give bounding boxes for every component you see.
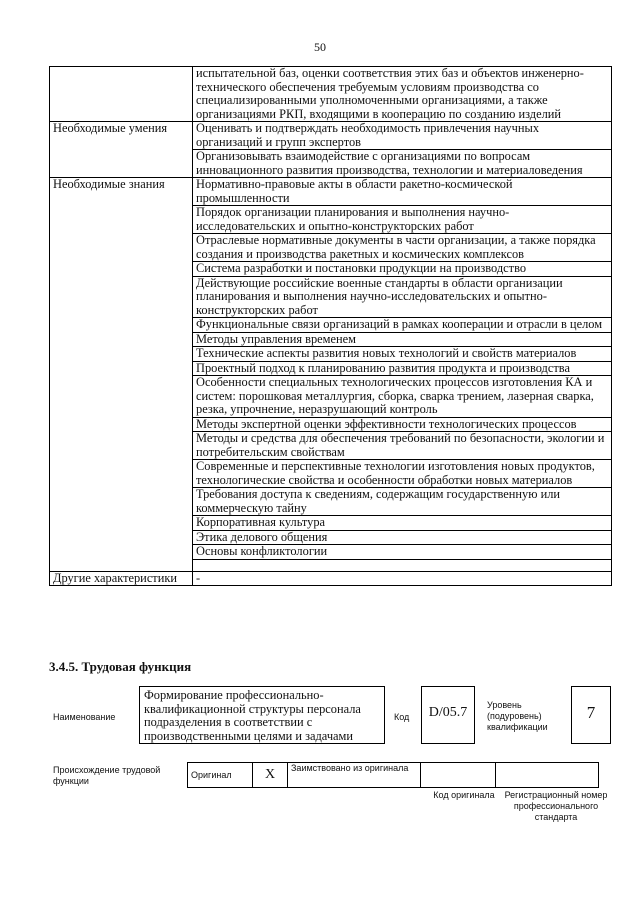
row-text: Система разработки и постановки продукции на производство [193,262,612,277]
row-text: Методы управления временем [193,332,612,347]
reg-number-caption: Регистрационный номер профессионального стандарта [504,790,608,822]
row-text: Требования доступа к сведениям, содержащим государственную или коммерческую тайну [193,488,612,516]
row-text: испытательной баз, оценки соответствия этих баз и объектов инженерно-технического обеспечения требуемым условиям производства со специализированными уполномоченными организациями, а также организациями РКП, входящими в кооперацию по созданию изделий [193,67,612,122]
code-original-caption: Код оригинала [433,790,495,800]
row-text: Организовывать взаимодействие с организациями по вопросам инновационного развития производства, технологии и материаловедения [193,150,612,178]
row-label: Другие характеристики [50,571,193,586]
code-label: Код [394,712,410,722]
row-text: Основы конфликтологии [193,545,612,560]
row-text: Функциональные связи организаций в рамках кооперации и отрасли в целом [193,318,612,333]
row-text: Методы и средства для обеспечения требований по безопасности, экологии и потребительским свойствам [193,432,612,460]
row-text: Порядок организации планирования и выполнения научно-исследовательских и опытно-конструкторских работ [193,206,612,234]
row-label: Необходимые знания [50,178,193,572]
section-heading: 3.4.5. Трудовая функция [49,659,192,674]
row-text: Оценивать и подтверждать необходимость привлечения научных организаций и групп экспертов [193,122,612,150]
qualification-level: 7 [571,686,611,744]
row-text: Нормативно-правовые акты в области ракетно-космической промышленности [193,178,612,206]
row-text: Особенности специальных технологических процессов изготовления КА и систем: порошковая металлургия, сборка, сварка трением, лазерная сварка, резка, упрочнение, неразрушающий контроль [193,376,612,418]
row-text: Корпоративная культура [193,516,612,531]
row-text: Проектный подход к планированию развития продукта и производства [193,361,612,376]
row-text: Технические аспекты развития новых технологий и свойств материалов [193,347,612,362]
function-name: Формирование профессионально-квалификационной структуры персонала подразделения в соответствии с производственными целями и задачами [139,686,385,744]
row-text: Действующие российские военные стандарты в области организации планирования и выполнения научно-исследовательских и опытно-конструкторских работ [193,276,612,318]
reg-number-cell [496,763,599,788]
page-number: 50 [314,40,326,54]
row-text: Отраслевые нормативные документы в части организации, а также порядка создания и производства ракетных и космических комплексов [193,234,612,262]
function-header [49,682,612,746]
table-row [50,67,612,122]
row-text: - [193,571,612,586]
row-text: Современные и перспективные технологии изготовления новых продуктов, технологические свойства и особенности обработки новых материалов [193,460,612,488]
row-label: Необходимые умения [50,122,193,178]
function-code: D/05.7 [421,686,475,744]
table-row [50,122,612,150]
function-origin [49,762,612,862]
row-text: Методы экспертной оценки эффективности технологических процессов [193,417,612,432]
name-label: Наименование [53,712,116,722]
competency-table [49,66,612,586]
table-row [50,571,612,586]
row-text [193,559,612,571]
row-text: Этика делового общения [193,530,612,545]
origin-table [187,762,599,788]
original-label: Оригинал [188,763,253,788]
original-mark: X [253,763,288,788]
borrowed-label: Заимствовано из оригинала [288,763,421,788]
row-label [50,67,193,122]
origin-label: Происхождение трудовой функции [53,765,161,786]
original-code-cell [421,763,496,788]
level-label: Уровень (подуровень) квалификации [487,700,548,732]
table-row [50,178,612,206]
